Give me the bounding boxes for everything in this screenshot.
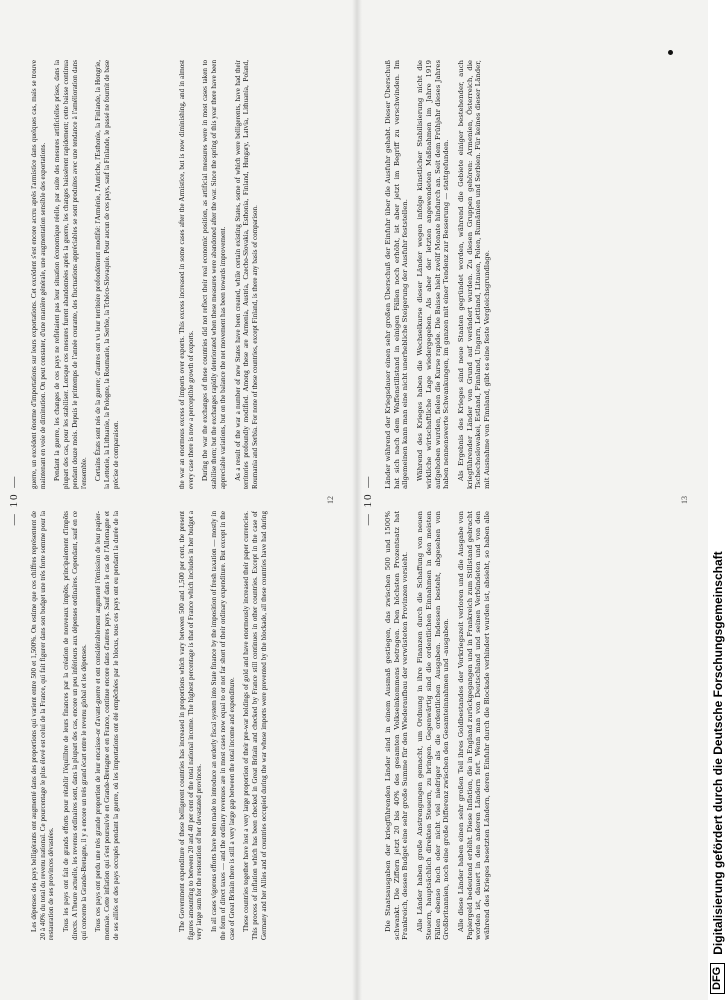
watermark-caption: Digitalisierung gefördert durch die Deutsche Forschungsgemeinschaft xyxy=(710,551,725,955)
watermark-text xyxy=(708,0,727,1000)
french-column xyxy=(30,60,166,940)
paragraph: Die Staatsausgaben der kriegführenden Länder sind in einem Ausmaß gestiegen, das zwischen 500 und 1500% schwankt. Die Ziffern jetzt 20 bis 40% des gesamten Volkseinkommens betragen. Den höchsten Prozentsatz hat Frankreich, dessen Budget eine sehr große Summe für den Wiederaufbau der verwüsteten Provinzen vorsieht. xyxy=(384,511,410,940)
paragraph: During the war the exchanges of these countries did not reflect their real economic position, as artificial measures were in most cases taken to stabilise them; but the exchanges rapidly deteriorated when these measures were abandoned after the war. Since the spring of this year there have been appreciable variations, but on the balance the net movement has been towards improvement. xyxy=(201,60,227,489)
paragraph: These countries together have lost a very large proportion of their pre-war holdings of gold and have enormously increased their paper currencies. This process of inflation which has been checked in Great Britain and checked by France still continues in other countries. Except in the case of Germany and her Allies and of countries occupied during the war whose imports were prevented by the blockade, all these countries have had during the war an enormous excess of imports over exports. This excess increased in some cases after the Armistice, but is now diminishing, and in almost every case there is now a perceptible growth of exports. xyxy=(178,60,268,940)
paragraph: Alle diese Länder haben einen sehr großen Teil ihres Goldbestandes der Vorkriegszeit verloren und die Ausgabe von Papiergeld bedeutend erhöht. Diese Inflation, die in England zurückgegangen und in Frankreich zum Stillstand gebracht worden ist, dauert in den anderen Ländern fort. Wenn man von Deutschland und seinen Verbündeten und von den während des Krieges besetzten Ländern, deren Einfuhr durch die Blockade verhindert wurden ist, absieht, so haben alle Länder während der Kriegsdauer einen sehr großen Überschuß der Einfuhr über die Ausfuhr gehabt. Dieser Überschuß hat sich nach dem Waffenstillstand in einigen Fällen noch erhöht, ist aber jetzt im Begriff zu verschwinden. Im allgemeinen kann man eine nicht unerhebliche Steigerung der Ausfuhr feststellen. xyxy=(384,60,492,940)
dfg-logo: DFG xyxy=(710,963,725,994)
english-column xyxy=(178,60,314,940)
page-number: 13 xyxy=(680,496,689,504)
paragraph: In all cases vigorous efforts have been made to introduce an orderly fiscal system into State finance by the imposition of fresh taxation — mostly in the form of direct taxes — and the ordinary revenues are in most cases now equal to or not far short of their ordinary expenditure. But except in the case of Great Britain there is still a very large gap between the total income and expenditure. xyxy=(210,511,236,940)
paragraph: Tous les pays ont fait de grands efforts pour rétablir l'équilibre de leurs finances par la création de nouveaux impôts, principalement d'impôts directs. A l'heure actuelle, les revenus ordinaires sont, dans la plupart des cas, encore un peu inférieurs aux dépenses ordinaires. Cependant, sauf en ce qui concerne la Grande-Bretagne, il y a encore un très grand écart entre le revenu global et les dépenses. xyxy=(62,511,88,940)
ink-dot xyxy=(668,50,673,55)
paragraph: As a result of the war a number of new States have been created, while certain existing States, some of which were belligerents, have had their territories profoundly modified. Among these are Armenia, Austria, Czecho-Slovakia, Esthonia, Finland, Hungary, Latvia, Lithuania, Poland, Roumania and Serbia. For none of these countries, except Finland, is there any basis of comparison. xyxy=(233,60,259,489)
paragraph: Pendant la guerre, les changes de ces pays ne reflétaient pas leur situation économique réelle, par suite des mesures artificielles prises, dans la plupart des cas, pour les stabiliser. Lorsque ces mesures furent abandonnées après la guerre, les changes baissèrent rapidement; cette baisse continua pendant douze mois. Depuis le printemps de l'année courante, des fluctuations appréciables se sont produites avec une tendance à l'amélioration dans l'ensemble. xyxy=(53,60,88,489)
paragraph: Certains États sont nés de la guerre; d'autres ont vu leur territoire profondément modifié: l'Arménie, l'Autriche, l'Esthonie, la Finlande, la Hongrie, la Lettonie, la Lithuanie, la Pologne, la Roumanie, la Serbie, la Tchéco-Slovaquie. Pour aucun de ces pays, sauf la Finlande, le passé ne fournit de base précise de comparaison. xyxy=(94,60,120,489)
left-page xyxy=(0,0,354,1000)
paragraph: Tous ces pays ont perdu une très grande proportion de leur encaisse-or d'avant-guerre et ont considérablement augmenté l'émission de leur papier-monnaie. Cette inflation qui s'est poursuivie en Grande-Bretagne et en France, continue encore dans d'autres pays. Sauf dans le cas de l'Allemagne et de ses alliés et des pays occupés pendant la guerre, où les importations ont été empêchées par le blocus, tous ces pays ont eu pendant la durée de la guerre, un excédent énorme d'importations sur leurs exportations. Cet excédent s'est encore accru après l'armistice dans quelques cas, mais se trouve maintenant en voie de diminution. On peut constater, d'une manière générale, une augmentation sensible des exportations. xyxy=(30,60,120,940)
right-page xyxy=(354,0,708,1000)
paragraph: Während des Krieges haben die Wechselkurse dieser Länder wegen infolge künstlicher Stabilisierung nicht die wirkliche wirtschaftliche Lage wiedergegeben. Als aber der letzten angewendeten Maßnahmen im Jahre 1919 aufgehoben wurden, fielen die Kurse rapide. Die Baisse hielt zwölf Monate hindurch an. Seit dem Frühjahr dieses Jahres haben nennenswerte Schwankungen, im ganzen mit einer Tendenz zur Besserung — stattgefunden. xyxy=(416,60,451,489)
paragraph: Alle Länder haben große Anstrengungen gemacht, um Ordnung in ihre Finanzen durch die Schaffung von neuen Steuern, hauptsächlich direkten Steuern, zu bringen. Gegenwärtig sind die ordentlichen Einnahmen in den meisten Fällen ebenso hoch oder nicht viel niedriger als die ordentlichen Ausgaben. Indessen besteht, abgesehen von Großbritannien, noch eine große Differenz zwischen den Gesamteinnahmen und -ausgaben. xyxy=(416,511,451,940)
paragraph: The Government expenditure of these belligerent countries has increased in proportions which vary between 500 and 1,500 per cent, the present figures amounting to between 20 and 40 per cent of the total national income. The highest percentage is that of France which includes in her budget a very large sum for the restoration of her devastated provinces. xyxy=(178,511,204,940)
page-number: 12 xyxy=(326,496,335,504)
running-head: — 10 — xyxy=(8,474,20,526)
paragraph: Als Ergebnis des Krieges sind neue Staaten gegründet worden, während die Gebiete einiger bestehender, auch kriegführender Länder von Grund auf verändert wurden. Zu diesen Gruppen gehören: Armenien, Österreich, die Tschechoslowakei, Estland, Finnland, Ungarn, Lettland, Litauen, Polen, Rumänien und Serbien. Für keines dieser Länder, mit Ausnahme von Finnland, gibt es eine feste Vergleichsgrundlage. xyxy=(456,60,492,489)
paragraph: Les dépenses des pays belligérants ont augmenté dans des proportions qui varient entre 500 et 1,500%. On estime que ces chiffres représentent de 20 à 40% du total du revenu national. Ce pourcentage le plus élevé est celui de la France, qui fait figurer dans son budget une très forte somme pour la restauration de ses provinces dévastées. xyxy=(30,511,56,940)
running-head: — 10 — xyxy=(362,474,374,526)
german-column xyxy=(384,60,668,940)
